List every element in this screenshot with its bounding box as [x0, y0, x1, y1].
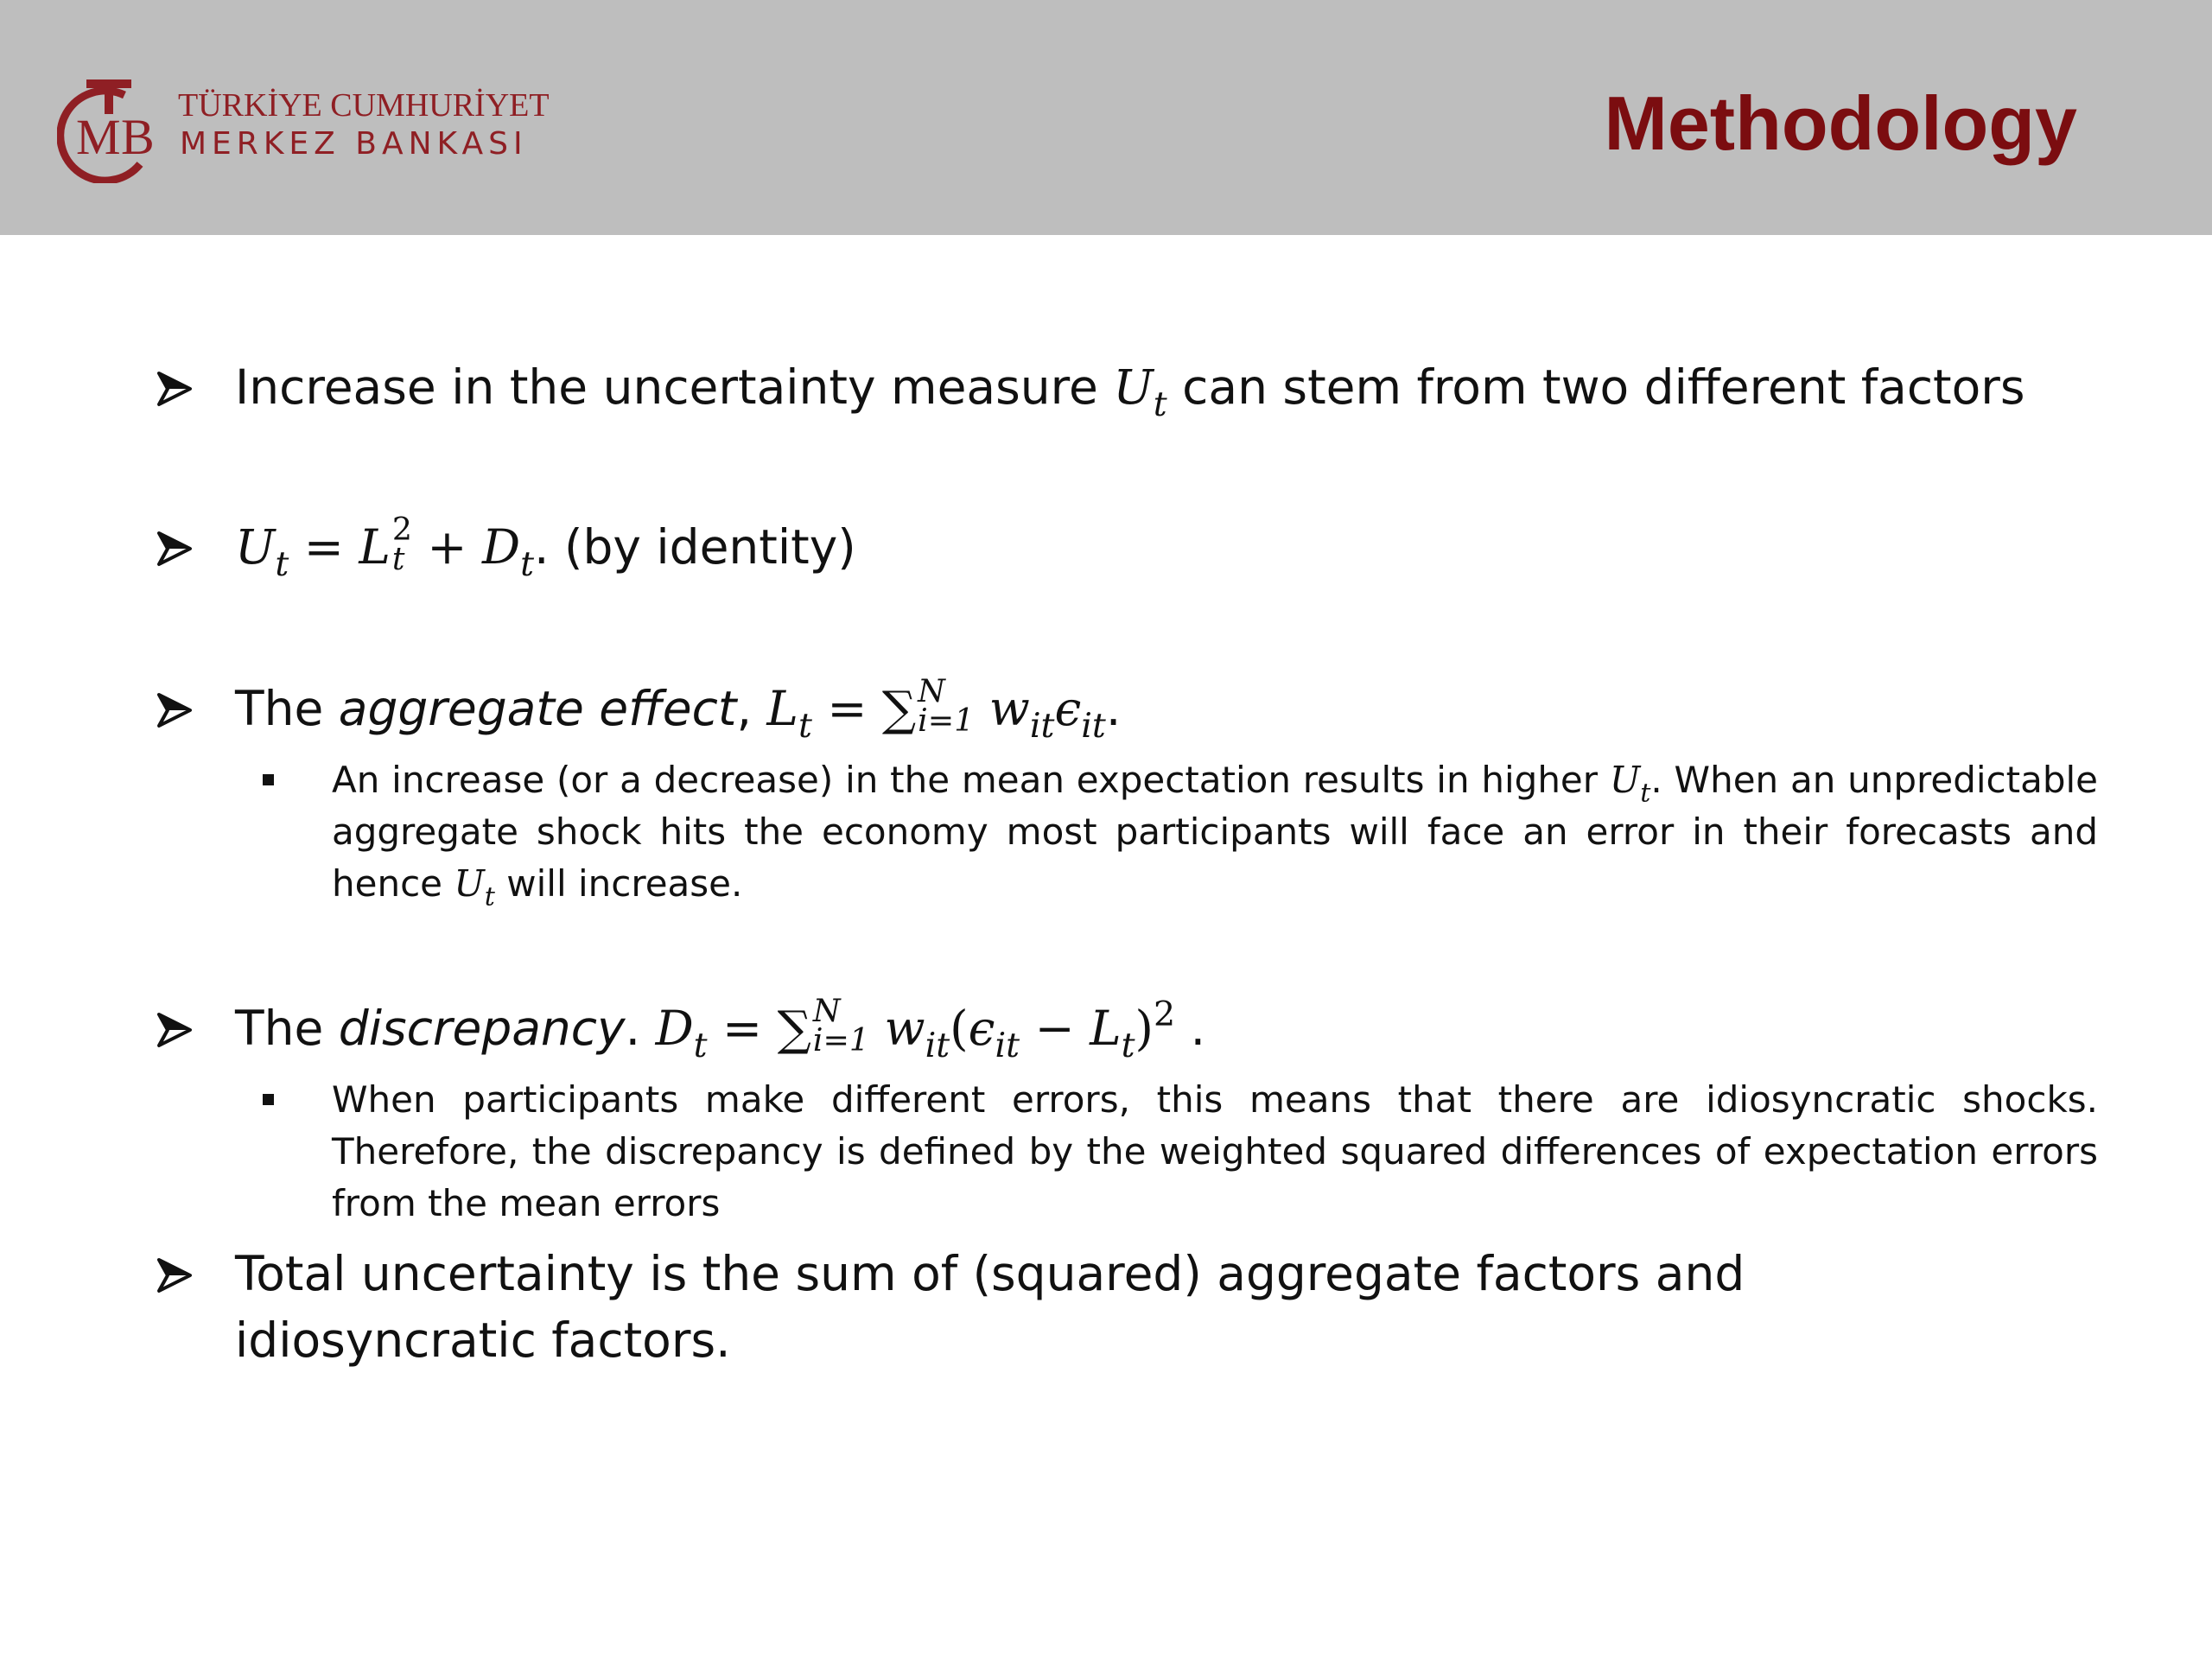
logo-line-1: TÜRKİYE CUMHURİYET — [178, 87, 550, 124]
bullet-uncertainty-factors — [156, 354, 2153, 424]
identity-equation: $U_t = L$ 2 t + $D_t$. (by identity) — [235, 510, 856, 584]
arrow-bullet-icon — [156, 354, 235, 408]
tcmb-emblem-icon — [57, 74, 169, 183]
aggregate-effect-detail — [263, 754, 2098, 910]
detail-text: An increase (or a decrease) in the mean expectation results in higher $U_t$. When an unpredictable aggregate shock hits the economy most participants will face an error in their forecasts and hence $U_t$ will increase. — [332, 759, 2098, 912]
bullet-discrepancy — [156, 991, 2153, 1065]
arrow-bullet-icon — [156, 995, 235, 1049]
bullet-aggregate-effect — [156, 671, 2153, 746]
arrow-bullet-icon — [156, 514, 235, 568]
discrepancy-detail — [263, 1074, 2098, 1230]
header-bar — [0, 0, 2212, 235]
svg-text:B: B — [121, 109, 155, 165]
square-bullet-icon — [263, 1074, 332, 1105]
detail-text: When participants make different errors, this means that there are idiosyncratic shocks. Therefore, the discrepancy is defined by the weighted squared differences of expectation errors from the mean errors — [332, 1078, 2098, 1224]
bullet-text: Total uncertainty is the sum of (squared) aggregate factors and idiosyncratic factors. — [235, 1246, 1745, 1368]
bullet-text: Increase in the uncertainty measure $U_t$ can stem from two different factors — [235, 359, 2025, 424]
logo-line-2: MERKEZ BANKASI — [180, 126, 528, 162]
bullet-identity-equation — [156, 510, 2153, 584]
arrow-bullet-icon — [156, 1241, 235, 1294]
square-bullet-icon — [263, 754, 332, 785]
discrepancy-equation: The discrepancy. $D_t$ = ∑ N i=1 $w_{it}(\epsilon_{it} - L_t)^2$ . — [235, 991, 1206, 1065]
arrow-bullet-icon — [156, 676, 235, 729]
bullet-total-uncertainty — [156, 1241, 2050, 1374]
tcmb-logo — [57, 74, 550, 183]
aggregate-effect-equation: The aggregate effect, $L_t$ = ∑ N i=1 $w_{it}\epsilon_{it}$. — [235, 671, 1122, 746]
svg-text:M: M — [76, 109, 121, 165]
page-title: Methodology — [1604, 80, 2077, 166]
